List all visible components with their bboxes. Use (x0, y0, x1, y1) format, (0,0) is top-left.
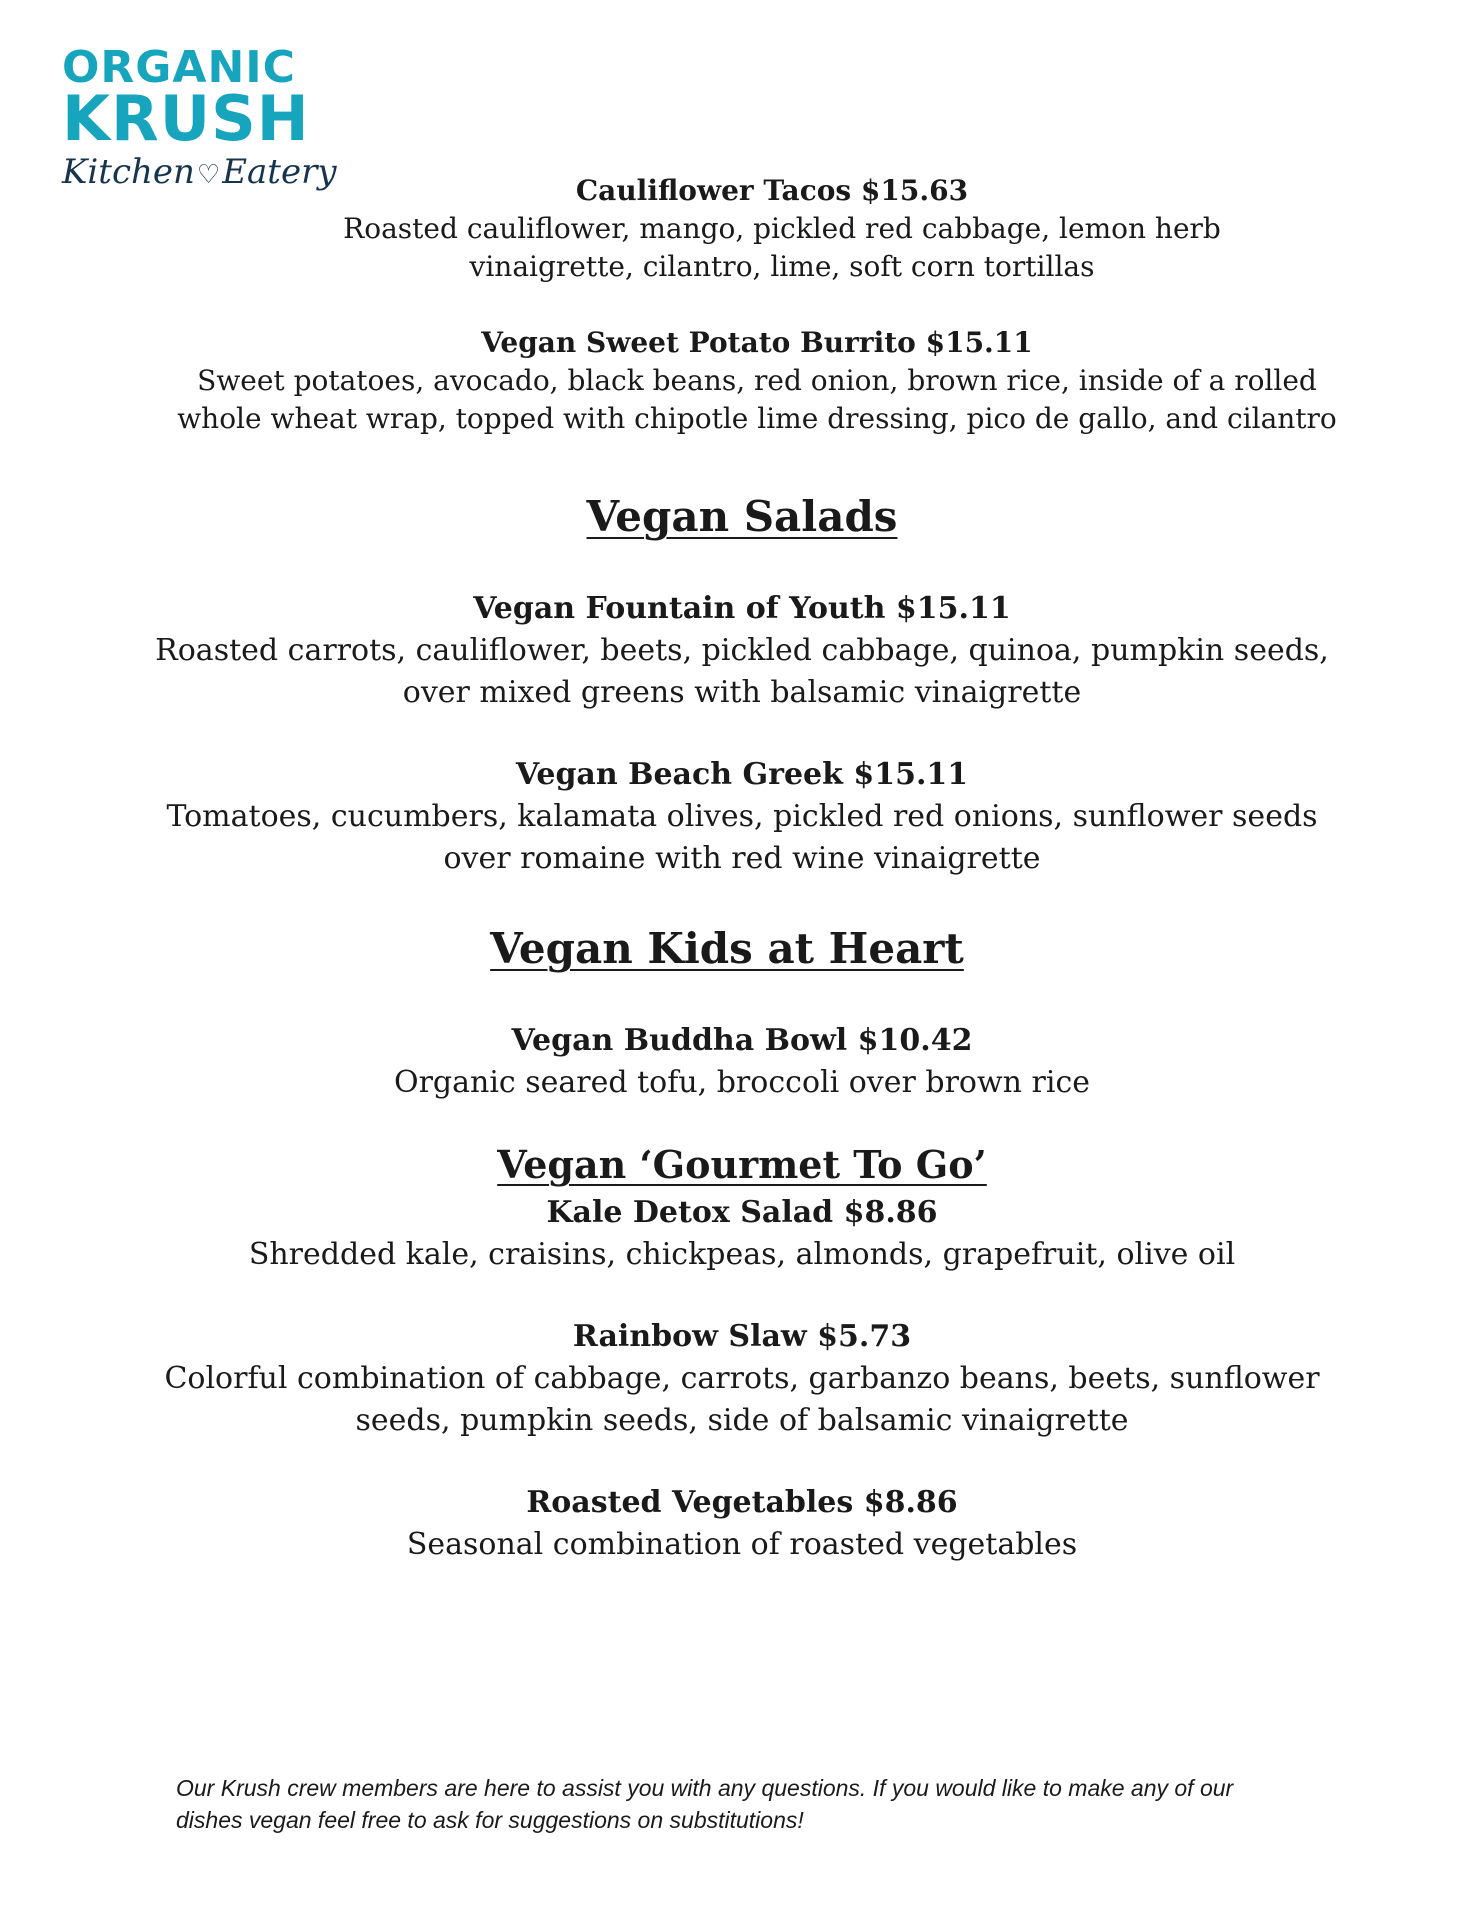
menu-item-buddha-bowl (0, 1020, 1484, 1104)
logo-word-organic: ORGANIC (62, 42, 296, 93)
footer-note-line: Our Krush crew members are here to assist you with any questions. If you would like to make any of our (176, 1775, 1234, 1801)
menu-item-desc: Roasted cauliflower, mango, pickled red cabbage, lemon herb (343, 212, 1221, 245)
menu-item-sweet-potato-burrito (0, 324, 1484, 438)
logo-word-krush: KRUSH (62, 82, 310, 155)
menu-item-desc: Colorful combination of cabbage, carrots, garbanzo beans, beets, sunflower (164, 1361, 1320, 1396)
menu-item-desc: Sweet potatoes, avocado, black beans, red onion, brown rice, inside of a rolled (197, 364, 1317, 397)
footer-note (176, 1772, 1356, 1836)
section-title-kids: Vegan Kids at Heart (490, 924, 964, 973)
menu-item-cauliflower-tacos (0, 172, 1484, 286)
menu-item-desc: Roasted carrots, cauliflower, beets, pickled cabbage, quinoa, pumpkin seeds, (155, 633, 1329, 668)
menu-item-name: Kale Detox Salad $8.86 (546, 1195, 938, 1230)
menu-item-desc: Seasonal combination of roasted vegetables (406, 1527, 1078, 1562)
menu-item-name: Vegan Fountain of Youth $15.11 (473, 591, 1011, 626)
menu-item-desc: over mixed greens with balsamic vinaigrette (402, 675, 1082, 710)
menu-item-beach-greek (0, 754, 1484, 880)
menu-item-rainbow-slaw (0, 1316, 1484, 1442)
logo-tagline-eatery: Eatery (222, 152, 337, 192)
menu-item-roasted-vegetables (0, 1482, 1484, 1566)
menu-item-name: Rainbow Slaw $5.73 (572, 1319, 912, 1354)
menu-item-desc: Tomatoes, cucumbers, kalamata olives, pickled red onions, sunflower seeds (166, 799, 1318, 834)
section-title-salads: Vegan Salads (586, 492, 898, 541)
menu-item-fountain-of-youth (0, 588, 1484, 714)
menu-item-desc: Organic seared tofu, broccoli over brown rice (393, 1065, 1091, 1100)
menu-item-desc: over romaine with red wine vinaigrette (443, 841, 1041, 876)
menu-item-name: Vegan Beach Greek $15.11 (515, 757, 969, 792)
menu-item-desc: Shredded kale, craisins, chickpeas, almonds, grapefruit, olive oil (248, 1237, 1236, 1272)
menu-item-kale-detox-salad (0, 1192, 1484, 1276)
menu-item-desc: seeds, pumpkin seeds, side of balsamic vinaigrette (355, 1403, 1129, 1438)
menu-item-desc: whole wheat wrap, topped with chipotle lime dressing, pico de gallo, and cilantro (177, 402, 1337, 435)
menu-item-name: Vegan Sweet Potato Burrito $15.11 (481, 326, 1033, 359)
menu-item-name: Roasted Vegetables $8.86 (526, 1485, 958, 1520)
menu-item-name: Cauliflower Tacos $15.63 (575, 174, 969, 207)
section-title-gourmet-to-go: Vegan ‘Gourmet To Go’ (497, 1142, 987, 1187)
logo-tagline-kitchen: Kitchen (62, 152, 195, 192)
menu-item-name: Vegan Buddha Bowl $10.42 (511, 1023, 973, 1058)
heart-icon: ♡ (196, 160, 221, 190)
footer-note-line: dishes vegan feel free to ask for suggestions on substitutions! (176, 1807, 804, 1833)
menu-item-desc: vinaigrette, cilantro, lime, soft corn tortillas (469, 250, 1095, 283)
